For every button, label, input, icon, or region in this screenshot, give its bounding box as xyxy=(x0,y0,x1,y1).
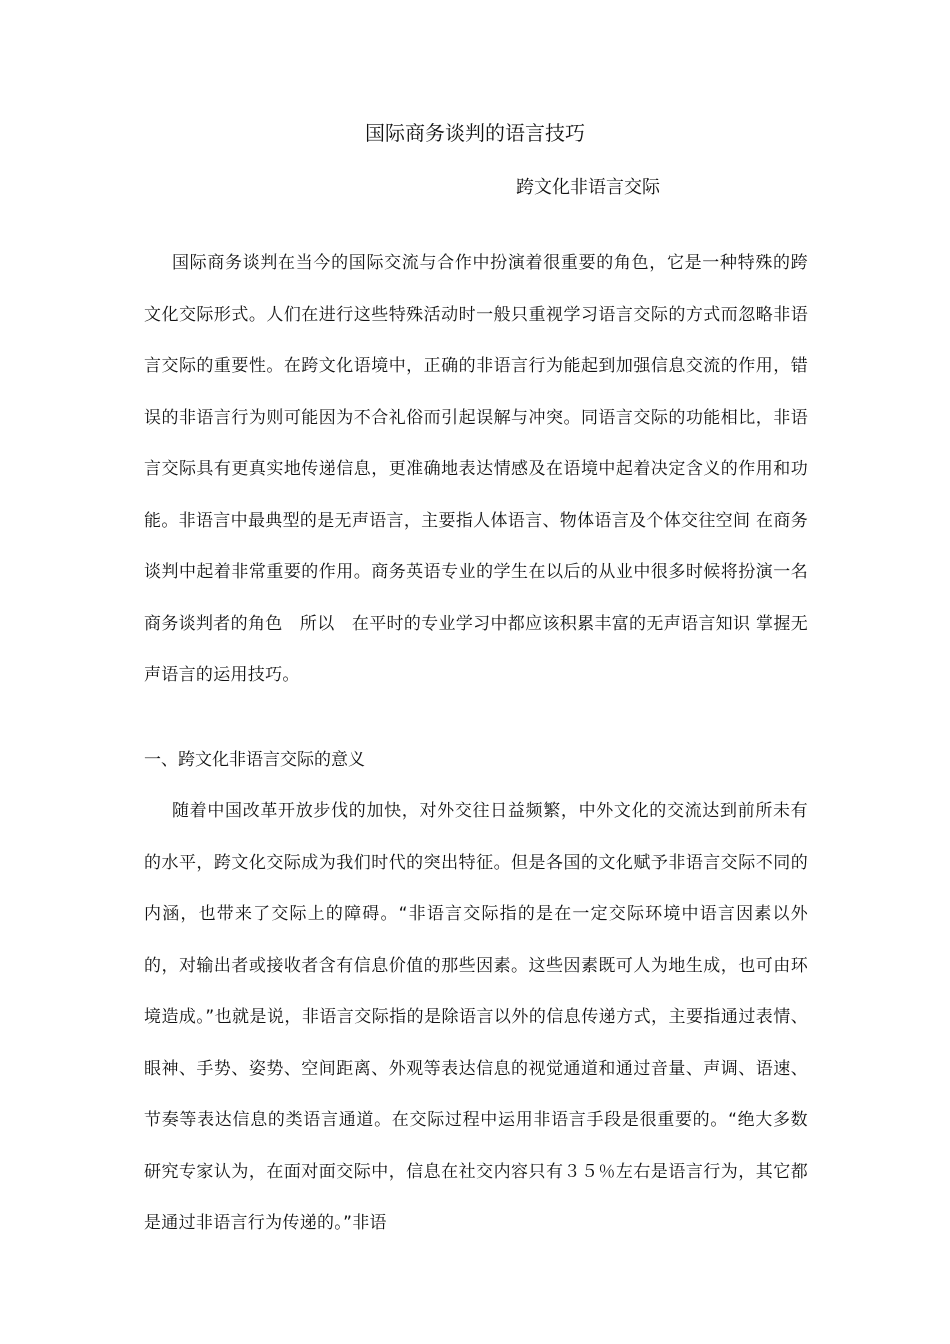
document-subtitle: 跨文化非语言交际 xyxy=(516,177,660,198)
intro-paragraph: 国际商务谈判在当今的国际交流与合作中扮演着很重要的角色，它是一种特殊的跨文化交际形式。人们在进行这些特殊活动时一般只重视学习语言交际的方式而忽略非语言交际的重要性。在跨文化语境中，正确的非语言行为能起到加强信息交流的作用，错误的非语言行为则可能因为不合礼俗而引起误解与冲突。同语言交际的功能相比，非语言交际具有更真实地传递信息，更准确地表达情感及在语境中起着决定含义的作用和功能。非语言中最典型的是无声语言，主要指人体语言、物体语言及个体交往空间 在商务谈判中起着非常重要的作用。商务英语专业的学生在以后的从业中很多时候将扮演一名商务谈判者的角色 所以 在平时的专业学习中都应该积累丰富的无声语言知识 掌握无声语言的运用技巧。 xyxy=(144,253,808,685)
section-paragraph: 随着中国改革开放步伐的加快，对外交往日益频繁，中外文化的交流达到前所未有的水平，跨文化交际成为我们时代的突出特征。但是各国的文化赋予非语言交际不同的内涵，也带来了交际上的障碍。“非语言交际指的是在一定交际环境中语言因素以外的，对输出者或接收者含有信息价值的那些因素。这些因素既可人为地生成，也可由环境造成。”也就是说，非语言交际指的是除语言以外的信息传递方式，主要指通过表情、眼神、手势、姿势、空间距离、外观等表达信息的视觉通道和通过音量、声调、语速、节奏等表达信息的类语言通道。在交际过程中运用非语言手段是很重要的。“绝大多数研究专家认为，在面对面交际中，信息在社交内容只有３５％左右是语言行为，其它都是通过非语言行为传递的。”非语 xyxy=(144,801,808,1233)
section-heading: 一、跨文化非语言交际的意义 xyxy=(144,750,365,770)
document-title: 国际商务谈判的语言技巧 xyxy=(365,121,585,145)
